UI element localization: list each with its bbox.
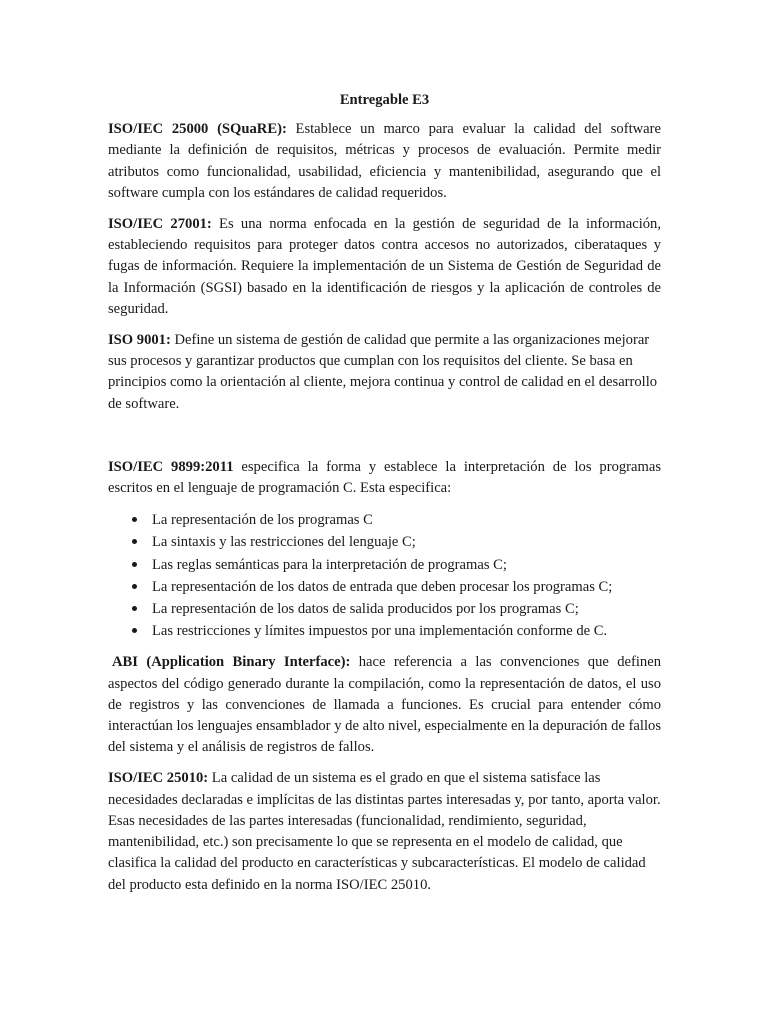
bullet-icon	[132, 628, 137, 633]
paragraph-gap	[108, 425, 661, 457]
text-iso-25000: Establece un marco para evaluar la calidad del software mediante la definición de requisitos, métricas y procesos de evaluación. Permite medir atributos como funcionalidad, usabilidad, eficiencia y mantenibilidad, asegurando que el software cumpla con los estándares de calidad requeridos.	[108, 121, 661, 201]
term-iso-25000: ISO/IEC 25000 (SQuaRE):	[108, 121, 287, 138]
list-item	[108, 509, 661, 531]
term-abi: ABI (Application Binary Interface):	[112, 654, 351, 671]
paragraph-iso-9001	[108, 330, 661, 415]
document-page	[108, 90, 661, 906]
bullet-icon	[132, 562, 137, 567]
list-item-text: La representación de los programas C	[152, 512, 373, 529]
list-item	[108, 531, 661, 553]
list-item-text: La representación de los datos de salida producidos por los programas C;	[152, 601, 579, 618]
bullet-icon	[132, 584, 137, 589]
bullet-icon	[132, 517, 137, 522]
term-iso-9001: ISO 9001:	[108, 332, 171, 349]
bullet-icon	[132, 606, 137, 611]
list-item	[108, 620, 661, 642]
list-item	[108, 554, 661, 576]
term-iso-27001: ISO/IEC 27001:	[108, 216, 212, 233]
text-iso-9001: Define un sistema de gestión de calidad que permite a las organizaciones mejorar sus procesos y garantizar productos que cumplan con los requisitos del cliente. Se basa en principios como la orientación al cliente, mejora continua y control de calidad en el desarrollo de software.	[108, 332, 658, 412]
list-item	[108, 576, 661, 598]
text-iso-25010: La calidad de un sistema es el grado en que el sistema satisface las necesidades declaradas e implícitas de las distintas partes interesadas y, por tanto, aporta valor. Esas necesidades de las partes interesadas (funcionalidad, rendimiento, seguridad, mantenibilidad, etc.) son precisamente lo que se representa en el modelo de calidad, que clasifica la calidad del producto en características y subcaracterísticas. El modelo de calidad del producto esta definido en la norma ISO/IEC 25010.	[108, 770, 661, 893]
paragraph-iso-9899	[108, 457, 661, 499]
paragraph-iso-27001	[108, 214, 661, 320]
list-item-text: Las reglas semánticas para la interpretación de programas C;	[152, 556, 507, 573]
bullet-list-iso-9899	[108, 509, 661, 642]
list-item-text: Las restricciones y límites impuestos por una implementación conforme de C.	[152, 623, 608, 640]
paragraph-iso-25000	[108, 119, 661, 204]
list-item	[108, 598, 661, 620]
list-item-text: La sintaxis y las restricciones del lenguaje C;	[152, 534, 416, 551]
term-iso-25010: ISO/IEC 25010:	[108, 770, 209, 787]
bullet-icon	[132, 539, 137, 544]
paragraph-iso-25010	[108, 768, 661, 895]
text-iso-9899: especifica la forma y establece la interpretación de los programas escritos en el lenguaje de programación C. Esta especifica:	[108, 458, 662, 497]
document-title: Entregable E3	[339, 92, 430, 108]
text-iso-27001: Es una norma enfocada en la gestión de seguridad de la información, estableciendo requisitos para proteger datos contra accesos no autorizados, ciberataques y fugas de información. Requiere la implementación de un Sistema de Gestión de Seguridad de la Información (SGSI) basado en la identificación de riesgos y la aplicación de controles de seguridad.	[108, 216, 661, 317]
text-abi: hace referencia a las convenciones que definen aspectos del código generado durante la compilación, como la representación de datos, el uso de registros y las convenciones de llamada a funciones. Es crucial para entender cómo interactúan los lenguajes ensamblador y de alto nivel, especialmente en la depuración de fallos del sistema y el análisis de registros de fallos.	[108, 654, 661, 756]
term-iso-9899: ISO/IEC 9899:2011	[108, 458, 234, 475]
list-item-text: La representación de los datos de entrada que deben procesar los programas C;	[152, 578, 613, 595]
paragraph-abi	[108, 652, 661, 758]
